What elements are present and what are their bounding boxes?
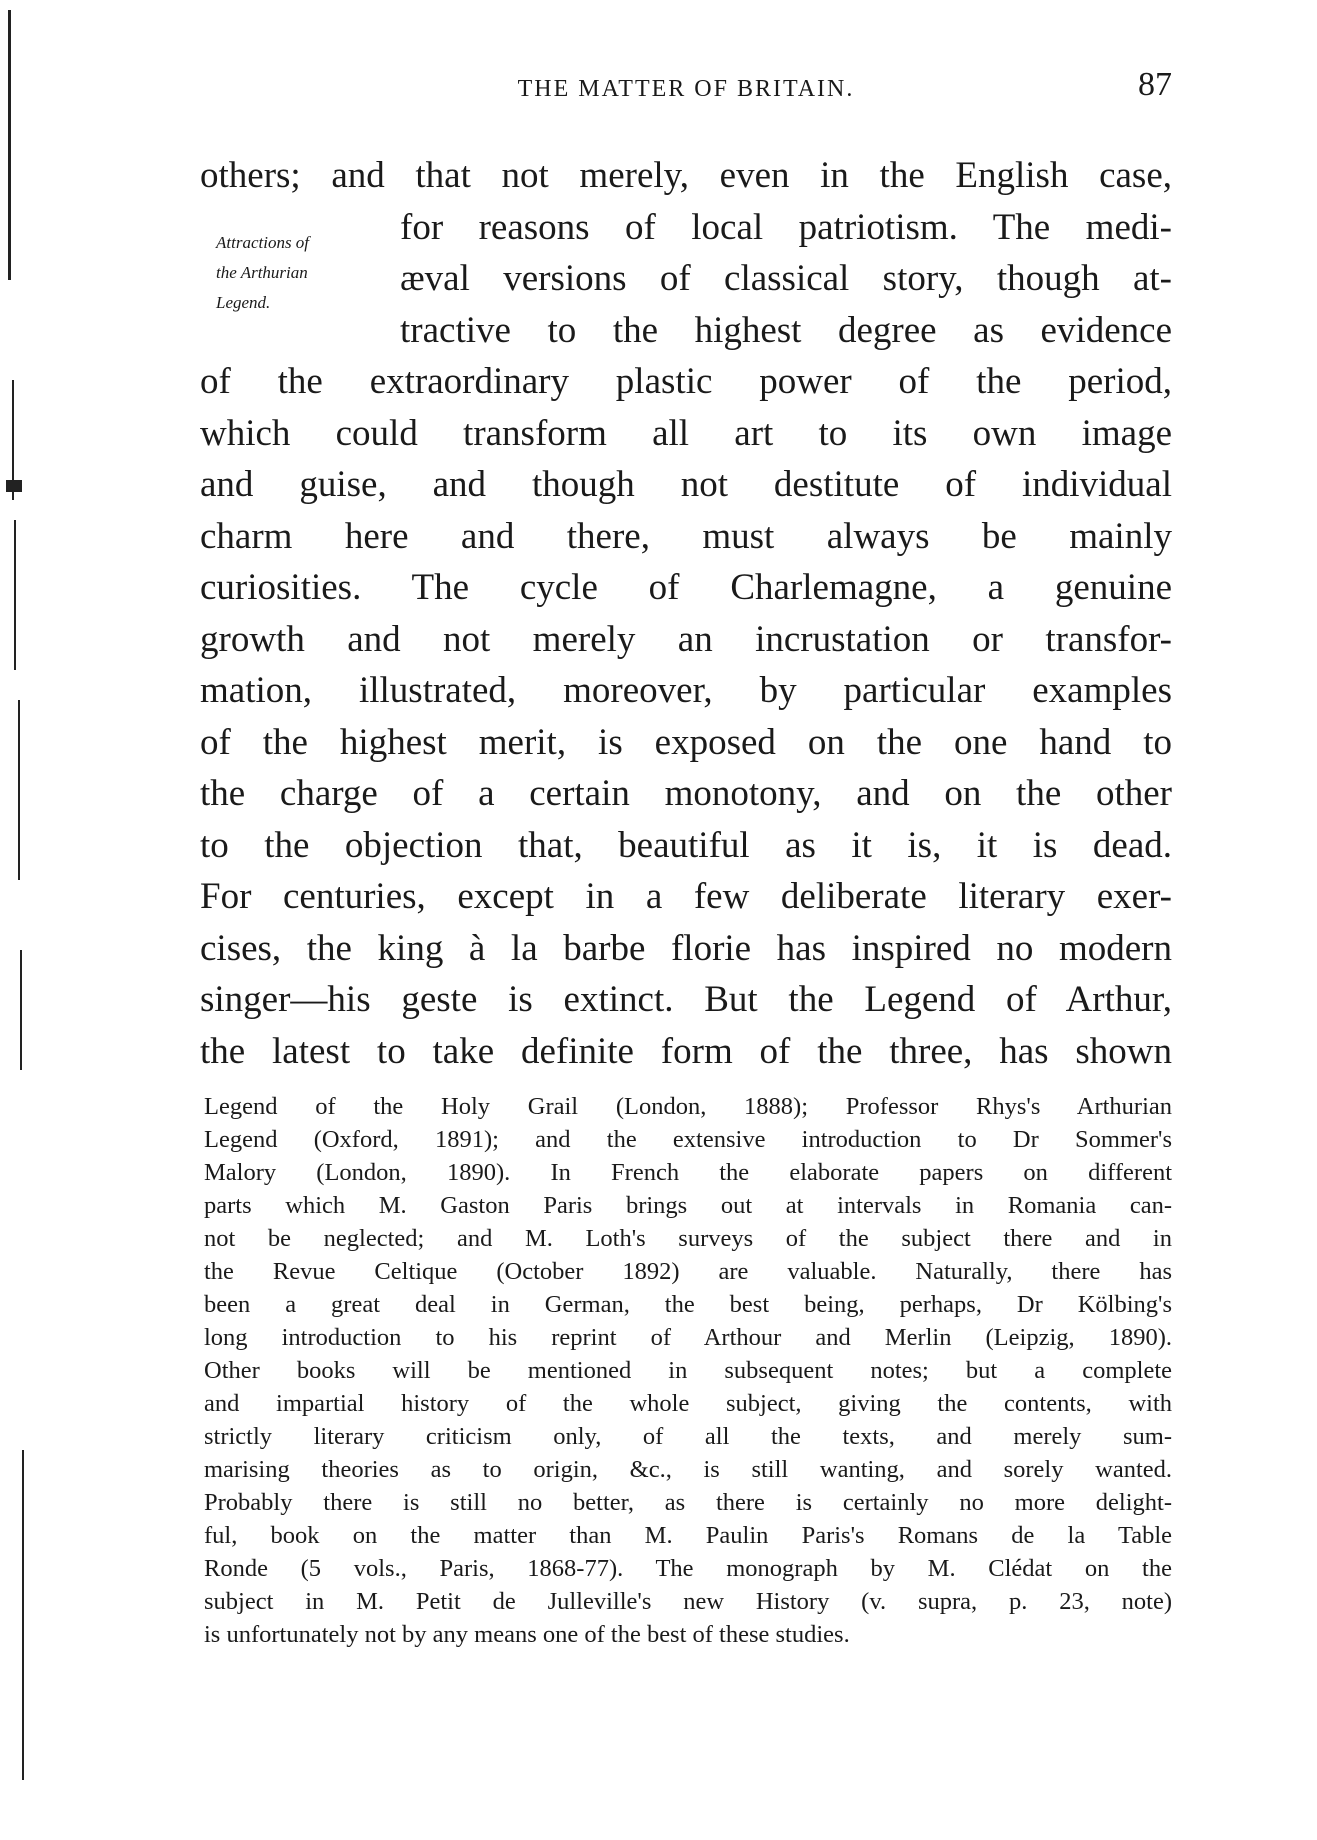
footnote-line: Malory (London, 1890). In French the elaborate papers on different [204, 1159, 1172, 1186]
text-line: charm here and there, must always be mainly [200, 515, 1172, 557]
text-line: æval versions of classical story, though at- [400, 258, 1172, 299]
text-line: of the highest merit, is exposed on the one hand to [200, 721, 1172, 763]
text-line: singer—his geste is extinct. But the Legend of Arthur, [200, 979, 1172, 1020]
text-line: the charge of a certain monotony, and on the other [200, 773, 1172, 814]
footnote-line: Probably there is still no better, as there is certainly no more delight- [204, 1489, 1172, 1516]
footnote-line: strictly literary criticism only, of all the texts, and merely sum- [204, 1423, 1172, 1450]
main-text [200, 150, 1172, 1077]
footnote-line: ful, book on the matter than M. Paulin Paris's Romans de la Table [204, 1522, 1172, 1549]
text-line: to the objection that, beautiful as it is, it is dead. [200, 824, 1172, 866]
text-line: which could transform all art to its own image [200, 412, 1172, 454]
footnote-line: and impartial history of the whole subject, giving the contents, with [204, 1390, 1172, 1417]
footnote-line: marising theories as to origin, &c., is still wanting, and sorely wanted. [204, 1456, 1172, 1483]
text-line: tractive to the highest degree as evidence [400, 309, 1172, 351]
footnote-line: long introduction to his reprint of Arthour and Merlin (Leipzig, 1890). [204, 1324, 1172, 1351]
page-header [200, 66, 1172, 112]
text-line: mation, illustrated, moreover, by particular examples [200, 670, 1172, 711]
footnote-line: been a great deal in German, the best being, perhaps, Dr Kölbing's [204, 1291, 1172, 1318]
page-binding-edge [0, 0, 40, 1840]
footnote-line: Other books will be mentioned in subsequent notes; but a complete [204, 1357, 1172, 1384]
text-line: For centuries, except in a few deliberate literary exer- [200, 876, 1172, 917]
text-line: growth and not merely an incrustation or transfor- [200, 618, 1172, 660]
footnote-line: not be neglected; and M. Loth's surveys of the subject there and in [204, 1225, 1172, 1252]
sidenote-line: Attractions of [216, 233, 310, 252]
text-line: others; and that not merely, even in the English case, [200, 155, 1172, 196]
footnote-line: parts which M. Gaston Paris brings out at intervals in Romania can- [204, 1192, 1172, 1219]
text-line: the latest to take definite form of the three, has shown [200, 1030, 1172, 1072]
text-line: for reasons of local patriotism. The medi- [400, 206, 1172, 248]
footnote-line: the Revue Celtique (October 1892) are valuable. Naturally, there has [204, 1258, 1172, 1285]
footnote-line: is unfortunately not by any means one of the best of these studies. [204, 1621, 850, 1648]
text-line: curiosities. The cycle of Charlemagne, a genuine [200, 567, 1172, 608]
footnote [204, 1090, 1172, 1651]
text-line: cises, the king à la barbe florie has inspired no modern [200, 927, 1172, 969]
sidenote-line: Legend. [216, 293, 271, 312]
footnote-line: subject in M. Petit de Julleville's new History (v. supra, p. 23, note) [204, 1588, 1172, 1615]
sidenote-line: the Arthurian [216, 263, 308, 282]
text-line: and guise, and though not destitute of individual [200, 464, 1172, 505]
footnote-line: Ronde (5 vols., Paris, 1868-77). The monograph by M. Clédat on the [204, 1555, 1172, 1582]
footnote-line: Legend (Oxford, 1891); and the extensive introduction to Dr Sommer's [204, 1126, 1172, 1153]
text-line: of the extraordinary plastic power of the period, [200, 361, 1172, 402]
page-number: 87 [1138, 66, 1172, 103]
running-title: THE MATTER OF BRITAIN. [517, 76, 855, 102]
footnote-line: Legend of the Holy Grail (London, 1888); Professor Rhys's Arthurian [204, 1093, 1172, 1120]
